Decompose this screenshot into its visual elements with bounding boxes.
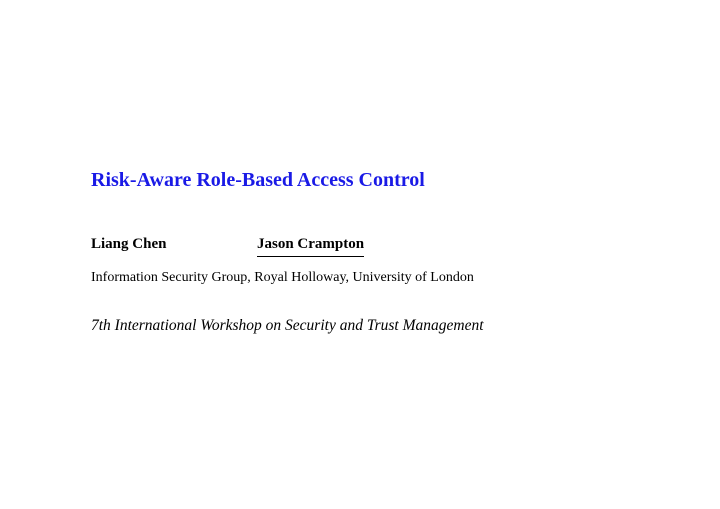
slide-title: Risk-Aware Role-Based Access Control (91, 169, 425, 191)
author-liang-chen: Liang Chen (91, 236, 167, 252)
author-jason-crampton-presenting: Jason Crampton (257, 233, 364, 257)
affiliation: Information Security Group, Royal Holloway, University of London (91, 270, 474, 285)
venue: 7th International Workshop on Security and Trust Management (91, 317, 484, 334)
